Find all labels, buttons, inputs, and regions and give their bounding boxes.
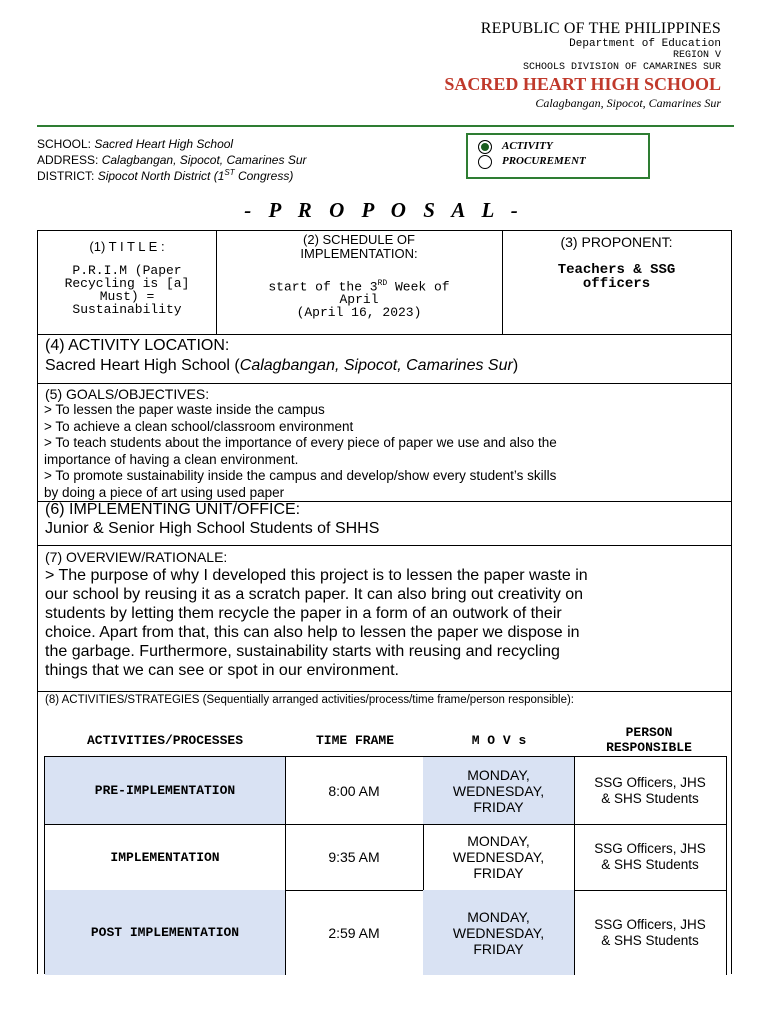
goal-line: by doing a piece of art using used paper bbox=[44, 484, 285, 500]
option-procurement[interactable] bbox=[478, 155, 638, 169]
goal-line: importance of having a clean environment. bbox=[44, 451, 299, 467]
movs-line: FRIDAY bbox=[473, 798, 524, 815]
info-district bbox=[37, 168, 293, 183]
person-line: & SHS Students bbox=[601, 932, 699, 948]
header-republic: REPUBLIC OF THE PHILIPPINES bbox=[480, 20, 721, 37]
movs-line: FRIDAY bbox=[473, 940, 524, 957]
proponent-value-1: Teachers & SSG bbox=[557, 262, 676, 278]
person-cell bbox=[574, 890, 727, 975]
col-header-person-1: PERSON bbox=[625, 725, 673, 740]
info-school-value: Sacred Heart High School bbox=[94, 137, 234, 151]
overview-line: things that we can see or spot in our environment. bbox=[45, 662, 399, 679]
title-value-3: Must) = bbox=[99, 289, 155, 304]
movs-cell bbox=[423, 824, 575, 890]
goal-line: > To achieve a clean school/classroom environment bbox=[44, 418, 354, 434]
header-region: REGION V bbox=[672, 50, 721, 61]
goals-title: (5) GOALS/OBJECTIVES: bbox=[45, 386, 210, 402]
overview-line: students by letting them recycle the paper in a form of an outwork of their bbox=[45, 605, 562, 622]
radio-unselected-icon[interactable] bbox=[478, 155, 492, 169]
radio-selected-icon[interactable] bbox=[478, 140, 492, 154]
unit-value: Junior & Senior High School Students of SHHS bbox=[45, 520, 380, 537]
proponent-value-2: officers bbox=[582, 276, 651, 292]
header-department: Department of Education bbox=[569, 38, 721, 50]
person-line: SSG Officers, JHS bbox=[594, 916, 706, 932]
schedule-value-2: April bbox=[339, 292, 379, 308]
activity-cell: POST IMPLEMENTATION bbox=[45, 890, 286, 975]
schedule-label-2: IMPLEMENTATION: bbox=[300, 246, 418, 261]
col-header-time: TIME FRAME bbox=[315, 733, 394, 748]
title-label: (1) T I T L E : bbox=[89, 239, 165, 254]
option-activity[interactable] bbox=[478, 140, 638, 154]
person-line: & SHS Students bbox=[601, 857, 699, 872]
movs-line: FRIDAY bbox=[473, 865, 524, 881]
goals-list bbox=[44, 402, 729, 501]
movs-line: MONDAY, bbox=[467, 766, 530, 783]
title-value-1: P.R.I.M (Paper bbox=[72, 263, 182, 278]
col-header-activities: ACTIVITIES/PROCESSES bbox=[86, 733, 244, 748]
movs-cell bbox=[423, 757, 575, 824]
col-header-person-2: RESPONSIBLE bbox=[606, 740, 692, 755]
proposal-heading: - P R O P O S A L - bbox=[244, 198, 524, 222]
schedule-value-1a: start of the 3 bbox=[268, 279, 378, 295]
header-divider bbox=[37, 125, 734, 127]
movs-line: WEDNESDAY, bbox=[452, 849, 545, 865]
divider-location bbox=[38, 383, 731, 384]
person-cell bbox=[574, 757, 727, 824]
title-value-2: Recycling is [a] bbox=[64, 276, 190, 291]
header-school-address: Calagbangan, Sipocot, Camarines Sur bbox=[535, 96, 721, 110]
schedule-value-1b: Week of bbox=[387, 279, 450, 295]
schedule-value-sup: RD bbox=[377, 279, 388, 288]
schedule-cell bbox=[216, 233, 502, 319]
info-school bbox=[37, 137, 233, 151]
overview-body bbox=[45, 566, 730, 680]
movs-line: MONDAY, bbox=[467, 908, 530, 925]
info-district-value: Sipocot North District (1 bbox=[97, 169, 225, 183]
location-value bbox=[45, 357, 518, 375]
header-division: SCHOOLS DIVISION OF CAMARINES SUR bbox=[522, 62, 721, 73]
person-line: SSG Officers, JHS bbox=[594, 774, 706, 790]
divider-row1 bbox=[38, 334, 731, 335]
activity-cell: IMPLEMENTATION bbox=[45, 824, 286, 890]
proponent-cell bbox=[502, 234, 731, 291]
location-value-italic: Calagbangan, Sipocot, Camarines Sur bbox=[239, 357, 513, 374]
info-district-tail: Congress) bbox=[234, 169, 294, 183]
movs-line: WEDNESDAY, bbox=[452, 924, 545, 941]
table-row bbox=[45, 757, 726, 825]
location-value-plain: Sacred Heart High School ( bbox=[45, 357, 240, 374]
overview-line: choice. Apart from that, this can also help to lessen the paper we dispose in bbox=[45, 624, 580, 641]
info-district-label: DISTRICT: bbox=[37, 169, 95, 183]
divider-overview bbox=[38, 691, 731, 692]
schedule-value-3: (April 16, 2023) bbox=[296, 305, 422, 321]
movs-line: MONDAY, bbox=[467, 833, 530, 849]
location-value-close: ) bbox=[512, 357, 519, 374]
movs-cell bbox=[423, 890, 575, 975]
option-activity-label: ACTIVITY bbox=[502, 140, 553, 152]
schedule-label-1: (2) SCHEDULE OF bbox=[303, 232, 415, 247]
col-header-movs: M O V s bbox=[471, 733, 527, 748]
movs-line: WEDNESDAY, bbox=[452, 782, 545, 799]
overview-line: the garbage. Furthermore, sustainability starts with reusing and recycling bbox=[45, 643, 560, 660]
table-row bbox=[45, 890, 726, 975]
schedule-value-1 bbox=[216, 277, 502, 293]
person-line: SSG Officers, JHS bbox=[594, 841, 706, 856]
time-cell: 9:35 AM bbox=[285, 824, 424, 890]
time-cell: 2:59 AM bbox=[285, 890, 424, 975]
title-value-4: Sustainability bbox=[72, 302, 182, 317]
info-school-label: SCHOOL: bbox=[37, 137, 92, 151]
proponent-label: (3) PROPONENT: bbox=[560, 234, 673, 250]
info-district-sup: ST bbox=[224, 168, 235, 177]
person-cell bbox=[574, 824, 727, 890]
unit-title: (6) IMPLEMENTING UNIT/OFFICE: bbox=[45, 501, 301, 518]
proposal-form bbox=[37, 230, 732, 974]
activity-cell: PRE-IMPLEMENTATION bbox=[45, 757, 286, 824]
location-title: (4) ACTIVITY LOCATION: bbox=[45, 337, 230, 354]
activities-table bbox=[44, 756, 727, 974]
info-address-label: ADDRESS: bbox=[37, 153, 99, 167]
overview-line: > The purpose of why I developed this project is to lessen the paper waste in bbox=[45, 567, 588, 584]
goal-line: > To promote sustainability inside the campus and develop/show every student’s skills bbox=[44, 468, 557, 483]
time-cell: 8:00 AM bbox=[285, 757, 424, 824]
table-row bbox=[45, 824, 726, 891]
col-header-person bbox=[574, 725, 724, 755]
goal-line: > To teach students about the importance of every piece of paper we use and also the bbox=[44, 435, 557, 450]
info-address bbox=[37, 153, 307, 167]
title-cell bbox=[38, 239, 216, 316]
divider-unit bbox=[38, 545, 731, 546]
proposal-type-box bbox=[466, 133, 650, 179]
person-line: & SHS Students bbox=[601, 790, 699, 806]
goal-line: > To lessen the paper waste inside the campus bbox=[44, 402, 325, 417]
overview-line: our school by reusing it as a scratch paper. It can also bring out creativity on bbox=[45, 586, 584, 603]
header-school-name: SACRED HEART HIGH SCHOOL bbox=[444, 74, 721, 94]
overview-title: (7) OVERVIEW/RATIONALE: bbox=[45, 549, 228, 565]
option-procurement-label: PROCUREMENT bbox=[502, 155, 586, 167]
info-address-value: Calagbangan, Sipocot, Camarines Sur bbox=[101, 153, 307, 167]
activities-title: (8) ACTIVITIES/STRATEGIES (Sequentially arranged activities/process/time frame/person responsible): bbox=[45, 694, 574, 706]
